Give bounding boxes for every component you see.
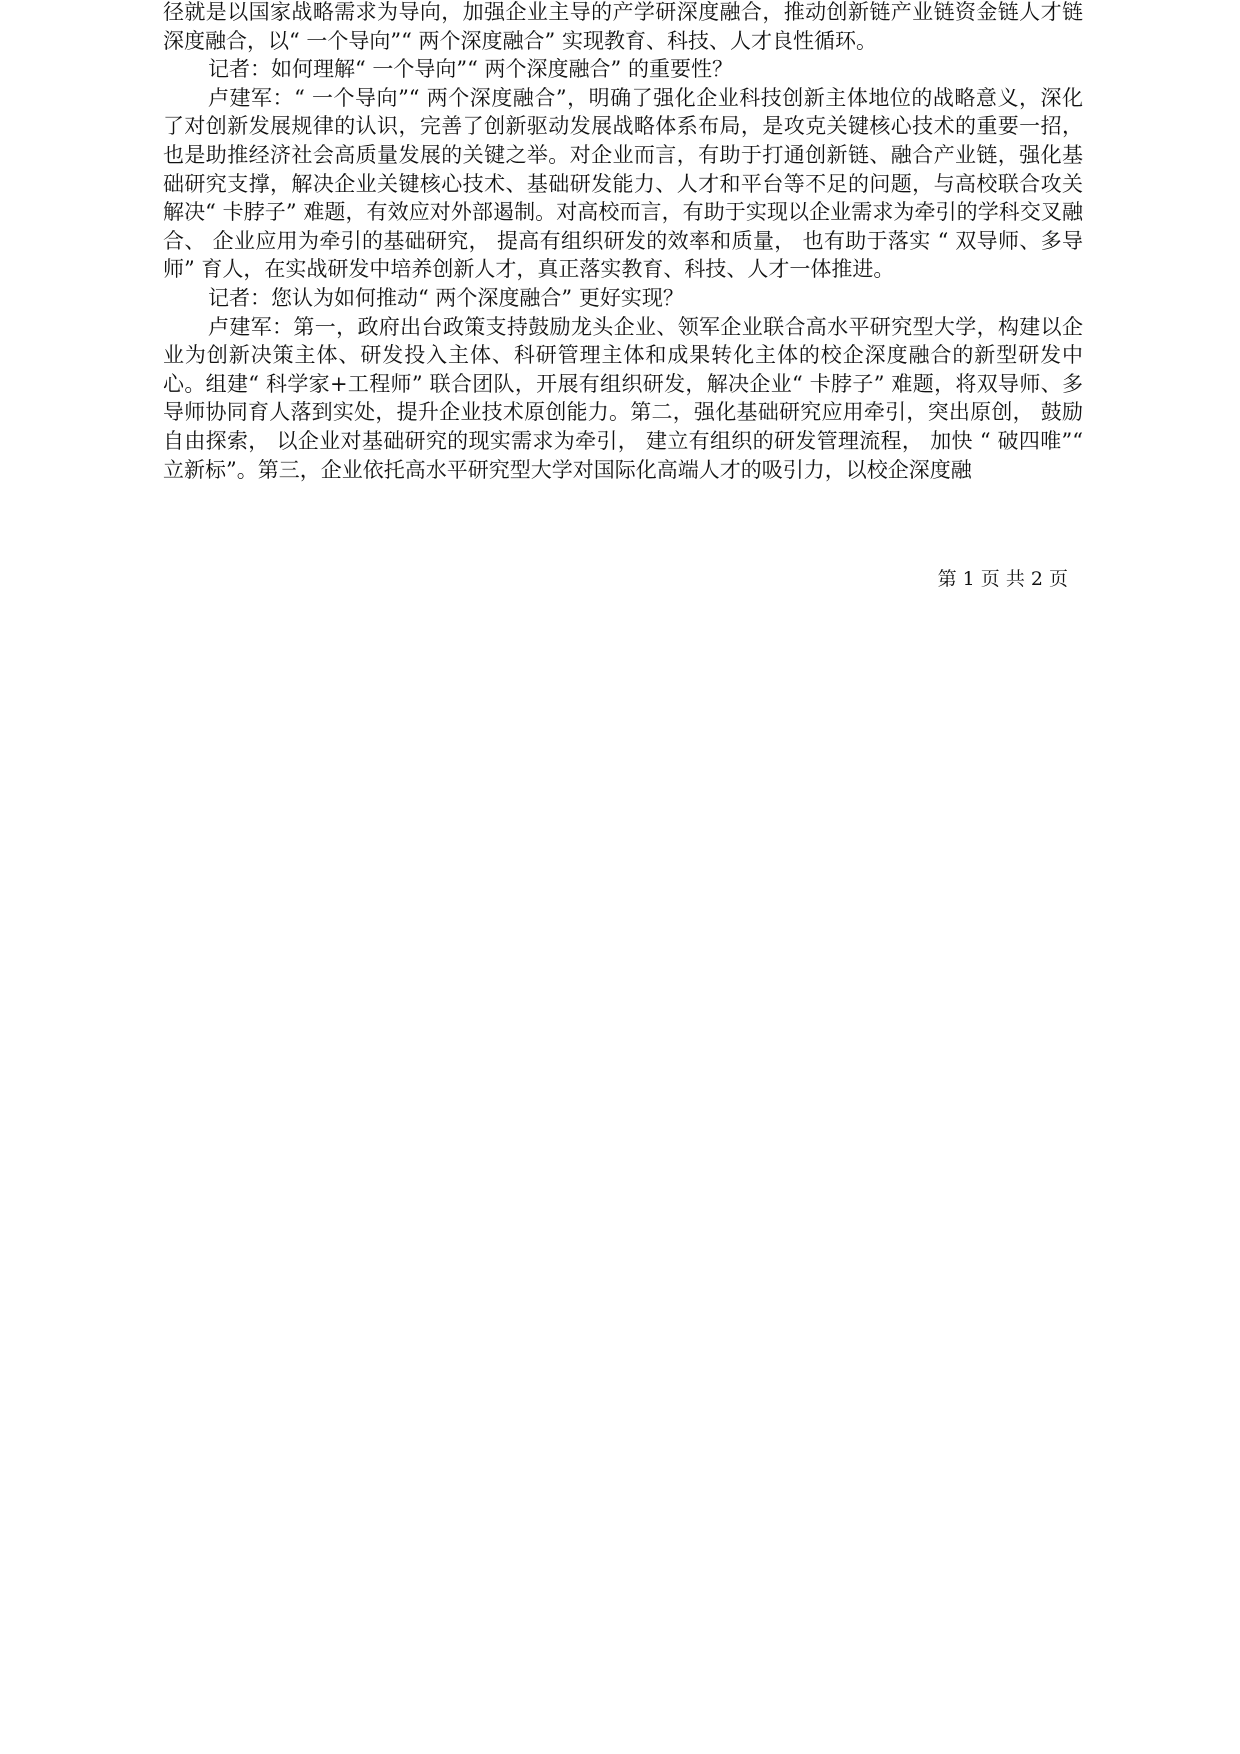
- paragraph-answer-1: 卢建军：“ 一个导向”“ 两个深度融合”，明确了强化企业科技创新主体地位的战略意义，深化了对创新发展规律的认识，完善了创新驱动发展战略体系布局，是攻克关键核心技术的重要一招，也是助推经济社会高质量发展的关键之举。对企业而言，有助于打通创新链、融合产业链，强化基础研究支撑，解决企业关键核心技术、基础研发能力、人才和平台等不足的问题，与高校联合攻关解决“ 卡脖子” 难题，有效应对外部遏制。对高校而言，有助于实现以企业需求为牵引的学科交叉融合、 企业应用为牵引的基础研究， 提高有组织研发的效率和质量， 也有助于落实 “ 双导师、多导师” 育人，在实战研发中培养创新人才，真正落实教育、科技、人才一体推进。: [163, 85, 1083, 282]
- paragraph-reporter-question-1: 记者：如何理解“ 一个导向”“ 两个深度融合” 的重要性？: [208, 57, 733, 82]
- paragraph-continuation: 径就是以国家战略需求为导向，加强企业主导的产学研深度融合，推动创新链产业链资金链人才链深度融合，以“ 一个导向”“ 两个深度融合” 实现教育、科技、人才良性循环。: [163, 0, 1083, 53]
- paragraph-answer-2: 卢建军：第一，政府出台政策支持鼓励龙头企业、领军企业联合高水平研究型大学，构建以企业为创新决策主体、研发投入主体、科研管理主体和成果转化主体的校企深度融合的新型研发中心。组建“ 科学家+工程师” 联合团队，开展有组织研发，解决企业“ 卡脖子” 难题，将双导师、多导师协同育人落到实处，提升企业技术原创能力。第二，强化基础研究应用牵引，突出原创， 鼓励自由探索， 以企业对基础研究的现实需求为牵引， 建立有组织的研发管理流程， 加快 “ 破四唯”“ 立新标”。第三，企业依托高水平研究型大学对国际化高端人才的吸引力，以校企深度融: [163, 314, 1083, 482]
- paragraph-reporter-question-2: 记者：您认为如何推动“ 两个深度融合” 更好实现？: [208, 285, 684, 310]
- article-body: [163, 0, 1083, 484]
- page-number-footer: 第 1 页 共 2 页: [937, 568, 1068, 590]
